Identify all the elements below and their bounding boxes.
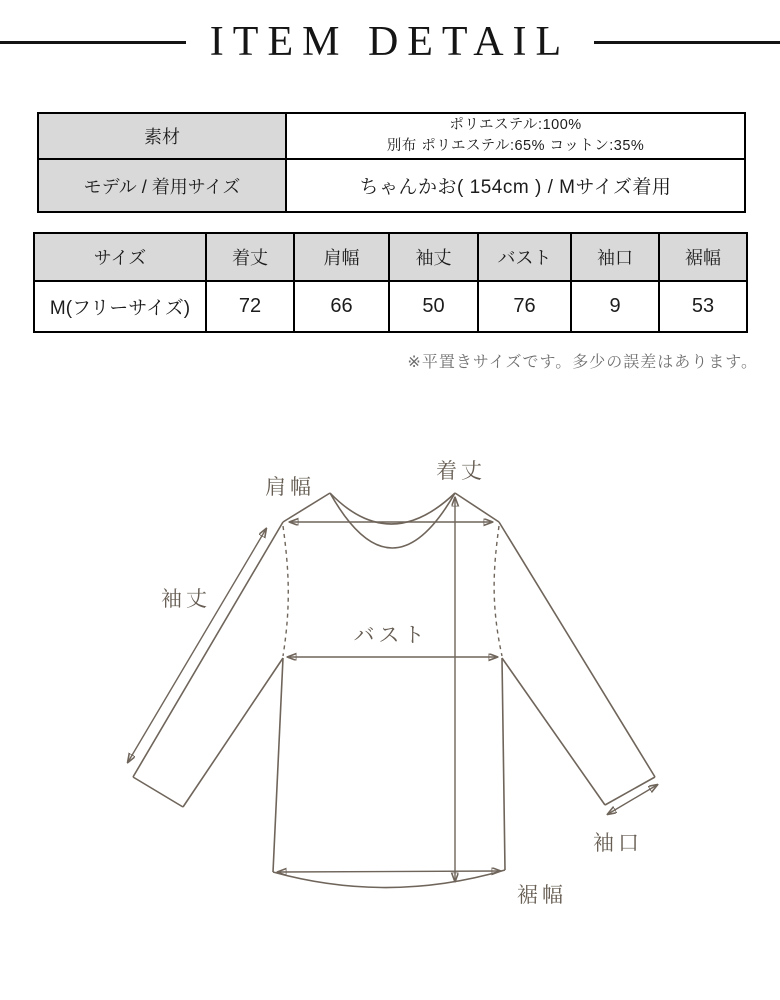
- left-sleeve-outer-edge: [133, 522, 283, 777]
- label-shoulder-width: 肩幅: [265, 476, 315, 499]
- material-line-2: 別布 ポリエステル:65% コットン:35%: [386, 138, 645, 154]
- material-value: [286, 113, 745, 159]
- cell-cuff: 9: [571, 281, 659, 332]
- size-table: [33, 232, 748, 333]
- cell-hem-width: 53: [659, 281, 747, 332]
- model-label: モデル / 着用サイズ: [38, 159, 286, 212]
- title-rule-right: [594, 41, 780, 44]
- diagram-labels: [161, 460, 643, 907]
- garment-measurement-diagram: [0, 430, 780, 1000]
- material-label: 素材: [38, 113, 286, 159]
- measurement-arrows: [128, 498, 657, 881]
- label-cuff: 袖口: [593, 832, 643, 855]
- title-rule-left: [0, 41, 186, 44]
- col-header-sleeve-length: 袖丈: [389, 233, 478, 281]
- page-title: ITEM DETAIL: [209, 19, 571, 65]
- label-sleeve-length: 袖丈: [161, 588, 211, 611]
- right-shoulder-slope: [455, 493, 499, 522]
- left-sleeve-cuff-edge: [133, 777, 183, 807]
- col-header-hem-width: 裾幅: [659, 233, 747, 281]
- size-table-header-row: [34, 233, 747, 281]
- hem-width-arrow: [278, 871, 500, 872]
- sleeve-length-arrow: [128, 529, 266, 762]
- col-header-size: サイズ: [34, 233, 206, 281]
- cell-body-length: 72: [206, 281, 294, 332]
- section-header: [0, 18, 780, 66]
- label-hem-width: 裾幅: [517, 884, 567, 907]
- label-body-length: 着丈: [436, 460, 486, 483]
- size-table-data-row: [34, 281, 747, 332]
- col-header-body-length: 着丈: [206, 233, 294, 281]
- table-row: [38, 159, 745, 212]
- measurement-note: ※平置きサイズです。多少の誤差はあります。: [407, 354, 758, 371]
- hem-curve: [273, 870, 505, 888]
- material-line-1: ポリエステル:100%: [449, 117, 582, 133]
- right-sleeve-outer-edge: [499, 522, 655, 777]
- table-row: [38, 113, 745, 159]
- col-header-bust: バスト: [478, 233, 571, 281]
- right-sleeve-under-edge: [502, 658, 605, 805]
- left-body-side: [273, 658, 283, 872]
- shirt-outline: [133, 493, 655, 888]
- back-neckline: [330, 493, 455, 524]
- cell-size-name: M(フリーサイズ): [34, 281, 206, 332]
- left-sleeve-under-edge: [183, 658, 283, 807]
- front-neckline: [330, 493, 455, 548]
- cell-bust: 76: [478, 281, 571, 332]
- right-armhole-seam: [494, 526, 502, 656]
- model-value: ちゃんかお( 154cm ) / Mサイズ着用: [286, 159, 745, 212]
- right-body-side: [502, 658, 505, 870]
- left-armhole-seam: [283, 526, 288, 656]
- col-header-cuff: 袖口: [571, 233, 659, 281]
- cell-sleeve-length: 50: [389, 281, 478, 332]
- label-bust: バスト: [353, 624, 429, 647]
- spec-table: [37, 112, 746, 213]
- col-header-shoulder-width: 肩幅: [294, 233, 389, 281]
- cell-shoulder-width: 66: [294, 281, 389, 332]
